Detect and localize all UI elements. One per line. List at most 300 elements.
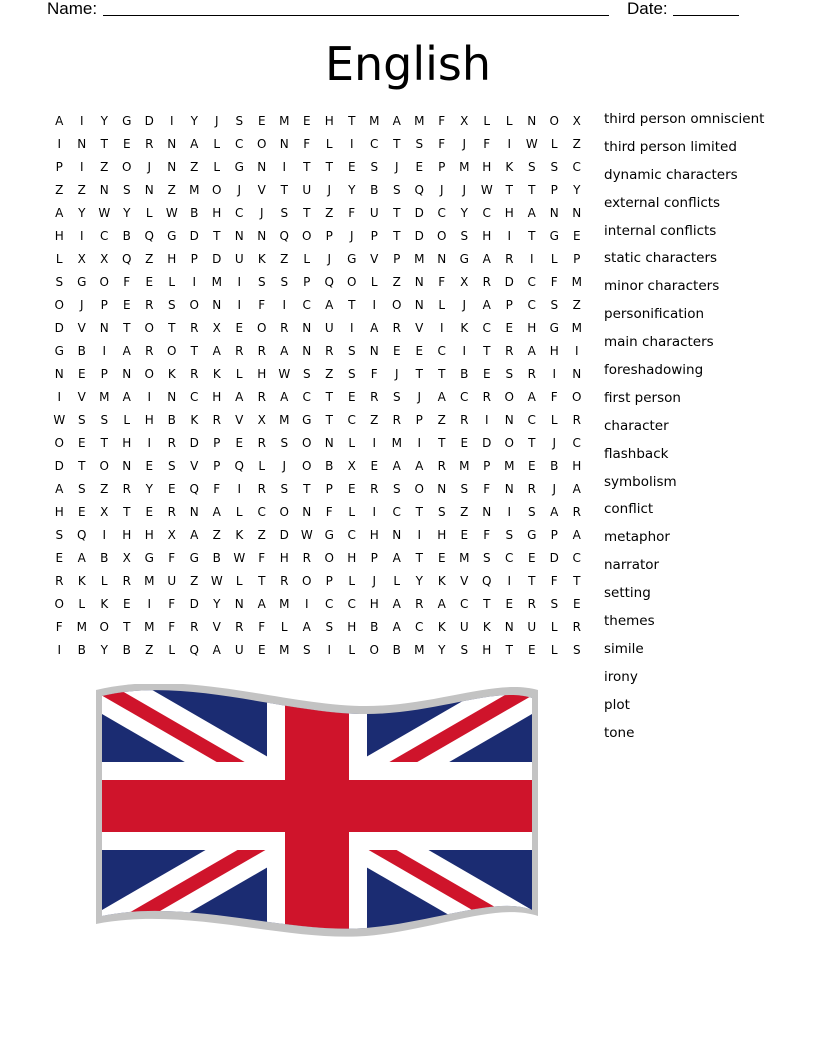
grid-letter: E	[55, 551, 64, 565]
grid-letter: M	[144, 574, 155, 588]
grid-letter: D	[189, 597, 199, 611]
word-list-item: dynamic characters	[604, 166, 738, 183]
grid-letter: C	[347, 413, 356, 427]
grid-letter: Z	[572, 298, 581, 312]
grid-letter: K	[100, 597, 109, 611]
grid-letter: I	[507, 505, 512, 519]
grid-letter: I	[192, 275, 197, 289]
grid-letter: K	[437, 574, 446, 588]
grid-letter: Z	[100, 482, 109, 496]
grid-letter: I	[507, 574, 512, 588]
grid-letter: Q	[144, 229, 154, 243]
grid-letter: G	[527, 528, 537, 542]
grid-letter: Z	[437, 413, 446, 427]
grid-letter: R	[235, 620, 244, 634]
word-list-item: character	[604, 417, 669, 434]
grid-letter: I	[304, 597, 309, 611]
grid-letter: P	[325, 229, 333, 243]
grid-letter: S	[527, 505, 536, 519]
grid-letter: J	[79, 298, 84, 312]
grid-letter: P	[505, 298, 513, 312]
grid-letter: C	[437, 344, 446, 358]
grid-letter: H	[257, 367, 267, 381]
grid-letter: S	[370, 160, 379, 174]
grid-letter: V	[415, 321, 424, 335]
grid-letter: K	[257, 252, 266, 266]
grid-letter: L	[145, 206, 153, 220]
grid-letter: L	[100, 574, 108, 588]
grid-letter: E	[505, 597, 514, 611]
grid-letter: I	[282, 298, 287, 312]
grid-row	[48, 294, 588, 317]
grid-letter: D	[414, 206, 424, 220]
grid-letter: C	[347, 597, 356, 611]
word-list-item: personification	[604, 306, 705, 323]
grid-letter: P	[370, 229, 378, 243]
grid-letter: B	[212, 551, 221, 565]
grid-letter: D	[279, 528, 289, 542]
grid-letter: B	[122, 643, 131, 657]
grid-letter: O	[392, 298, 402, 312]
grid-letter: O	[54, 597, 64, 611]
grid-letter: E	[370, 459, 379, 473]
grid-letter: M	[189, 183, 200, 197]
grid-letter: G	[144, 551, 154, 565]
grid-letter: L	[280, 620, 288, 634]
grid-letter: A	[550, 505, 559, 519]
grid-letter: O	[54, 298, 64, 312]
grid-letter: K	[482, 620, 491, 634]
grid-letter: C	[347, 528, 356, 542]
grid-letter: O	[504, 390, 514, 404]
grid-letter: N	[234, 597, 244, 611]
grid-letter: Z	[100, 160, 109, 174]
grid-letter: O	[144, 321, 154, 335]
grid-letter: O	[347, 275, 357, 289]
grid-letter: B	[167, 413, 176, 427]
grid-letter: N	[167, 137, 177, 151]
grid-letter: R	[370, 482, 379, 496]
grid-letter: S	[482, 551, 491, 565]
grid-letter: T	[393, 229, 401, 243]
grid-letter: N	[392, 528, 402, 542]
grid-letter: S	[572, 643, 581, 657]
grid-letter: F	[213, 482, 221, 496]
grid-letter: I	[574, 344, 579, 358]
grid-letter: S	[347, 344, 356, 358]
grid-letter: N	[279, 137, 289, 151]
grid-letter: A	[392, 114, 401, 128]
grid-letter: S	[392, 390, 401, 404]
grid-letter: Y	[100, 643, 108, 657]
grid-letter: O	[302, 436, 312, 450]
grid-letter: A	[77, 551, 86, 565]
grid-letter: H	[279, 551, 289, 565]
grid-letter: V	[190, 459, 199, 473]
grid-letter: N	[324, 436, 334, 450]
grid-letter: O	[324, 551, 334, 565]
grid-letter: C	[257, 505, 266, 519]
grid-letter: S	[77, 482, 86, 496]
grid-letter: H	[212, 390, 222, 404]
grid-letter: N	[437, 482, 447, 496]
grid-letter: H	[527, 321, 537, 335]
grid-letter: E	[460, 436, 469, 450]
grid-letter: D	[189, 436, 199, 450]
grid-letter: Q	[482, 574, 492, 588]
grid-letter: P	[325, 574, 333, 588]
grid-letter: V	[460, 574, 469, 588]
grid-letter: E	[527, 459, 536, 473]
grid-letter: A	[482, 252, 491, 266]
grid-letter: S	[437, 505, 446, 519]
grid-letter: V	[212, 620, 221, 634]
grid-letter: N	[189, 505, 199, 519]
grid-letter: C	[505, 551, 514, 565]
grid-letter: S	[77, 413, 86, 427]
grid-letter: A	[212, 643, 221, 657]
grid-letter: N	[549, 206, 559, 220]
grid-letter: X	[212, 321, 221, 335]
grid-letter: M	[279, 643, 290, 657]
grid-letter: R	[145, 137, 154, 151]
grid-letter: G	[347, 252, 357, 266]
grid-letter: H	[549, 344, 559, 358]
grid-letter: A	[55, 482, 64, 496]
grid-letter: P	[550, 183, 558, 197]
grid-letter: H	[482, 160, 492, 174]
grid-letter: S	[550, 597, 559, 611]
grid-letter: I	[57, 137, 62, 151]
grid-letter: F	[483, 137, 491, 151]
grid-letter: S	[235, 114, 244, 128]
grid-letter: I	[417, 528, 422, 542]
grid-letter: R	[370, 390, 379, 404]
grid-letter: C	[235, 137, 244, 151]
grid-row	[48, 432, 588, 455]
grid-letter: C	[392, 505, 401, 519]
grid-letter: J	[349, 229, 354, 243]
grid-letter: L	[213, 160, 221, 174]
grid-letter: A	[235, 390, 244, 404]
grid-letter: S	[505, 528, 514, 542]
grid-letter: C	[460, 390, 469, 404]
word-list-item: themes	[604, 613, 655, 630]
grid-letter: H	[144, 528, 154, 542]
grid-letter: Y	[190, 114, 198, 128]
grid-letter: K	[505, 160, 514, 174]
grid-letter: K	[437, 620, 446, 634]
grid-letter: T	[280, 183, 288, 197]
grid-letter: P	[415, 413, 423, 427]
grid-letter: N	[414, 298, 424, 312]
grid-letter: G	[234, 160, 244, 174]
grid-letter: W	[98, 206, 111, 220]
grid-letter: B	[460, 367, 469, 381]
grid-letter: I	[529, 252, 534, 266]
grid-letter: X	[460, 114, 469, 128]
grid-letter: N	[302, 505, 312, 519]
grid-letter: L	[213, 137, 221, 151]
grid-letter: N	[77, 137, 87, 151]
grid-letter: K	[212, 367, 221, 381]
grid-letter: R	[235, 344, 244, 358]
grid-letter: C	[325, 597, 334, 611]
word-list-item: tone	[604, 724, 635, 741]
grid-letter: E	[77, 367, 86, 381]
grid-letter: A	[415, 459, 424, 473]
grid-letter: I	[552, 367, 557, 381]
grid-letter: Z	[392, 275, 401, 289]
word-list-item: static characters	[604, 250, 718, 267]
grid-letter: C	[437, 206, 446, 220]
grid-letter: O	[302, 459, 312, 473]
grid-letter: T	[528, 574, 536, 588]
grid-letter: R	[325, 344, 334, 358]
grid-letter: T	[415, 505, 423, 519]
grid-letter: I	[372, 505, 377, 519]
grid-letter: P	[100, 298, 108, 312]
grid-letter: B	[190, 206, 199, 220]
grid-letter: I	[147, 436, 152, 450]
grid-letter: T	[505, 643, 513, 657]
grid-letter: P	[393, 252, 401, 266]
grid-letter: Y	[415, 574, 423, 588]
grid-letter: H	[347, 551, 357, 565]
grid-letter: A	[572, 482, 581, 496]
grid-letter: C	[100, 229, 109, 243]
grid-letter: E	[122, 298, 131, 312]
grid-row	[48, 386, 588, 409]
grid-letter: Z	[190, 574, 199, 588]
grid-letter: X	[77, 252, 86, 266]
grid-letter: K	[460, 321, 469, 335]
grid-letter: I	[507, 229, 512, 243]
grid-row	[48, 501, 588, 524]
grid-letter: C	[527, 298, 536, 312]
grid-letter: N	[302, 321, 312, 335]
grid-letter: N	[167, 390, 177, 404]
grid-letter: N	[504, 620, 514, 634]
grid-letter: L	[505, 114, 513, 128]
grid-letter: L	[123, 413, 131, 427]
grid-letter: N	[99, 183, 109, 197]
grid-letter: F	[258, 620, 266, 634]
grid-letter: S	[527, 160, 536, 174]
grid-letter: M	[504, 459, 515, 473]
grid-letter: C	[190, 390, 199, 404]
grid-letter: A	[190, 528, 199, 542]
grid-letter: U	[167, 574, 177, 588]
grid-letter: R	[257, 482, 266, 496]
grid-letter: C	[370, 137, 379, 151]
grid-letter: R	[392, 321, 401, 335]
grid-letter: R	[482, 275, 491, 289]
grid-letter: E	[235, 321, 244, 335]
grid-letter: F	[370, 367, 378, 381]
grid-letter: Z	[77, 183, 86, 197]
grid-letter: O	[99, 459, 109, 473]
grid-letter: N	[122, 459, 132, 473]
grid-letter: E	[235, 436, 244, 450]
grid-letter: N	[99, 321, 109, 335]
grid-letter: H	[369, 597, 379, 611]
grid-letter: G	[122, 114, 132, 128]
grid-letter: A	[527, 390, 536, 404]
grid-letter: E	[167, 482, 176, 496]
grid-letter: S	[392, 482, 401, 496]
grid-letter: N	[572, 367, 582, 381]
grid-row	[48, 110, 588, 133]
grid-letter: H	[482, 229, 492, 243]
grid-letter: S	[302, 643, 311, 657]
grid-row	[48, 409, 588, 432]
grid-letter: L	[550, 137, 558, 151]
date-blank-line	[673, 0, 739, 16]
grid-letter: X	[100, 505, 109, 519]
date-label: Date:	[627, 0, 668, 18]
grid-letter: T	[258, 574, 266, 588]
grid-letter: D	[504, 275, 514, 289]
grid-letter: S	[122, 183, 131, 197]
grid-letter: C	[415, 620, 424, 634]
grid-letter: N	[302, 344, 312, 358]
grid-letter: B	[100, 551, 109, 565]
grid-letter: T	[123, 620, 131, 634]
word-list-item: conflict	[604, 501, 654, 518]
grid-letter: K	[167, 367, 176, 381]
grid-letter: R	[145, 298, 154, 312]
grid-letter: N	[144, 183, 154, 197]
grid-letter: H	[167, 252, 177, 266]
grid-letter: Q	[122, 252, 132, 266]
grid-letter: F	[438, 275, 446, 289]
grid-row	[48, 593, 588, 616]
grid-letter: N	[437, 252, 447, 266]
grid-letter: S	[550, 160, 559, 174]
grid-letter: U	[324, 321, 334, 335]
grid-letter: R	[527, 597, 536, 611]
grid-letter: A	[55, 206, 64, 220]
grid-letter: R	[167, 505, 176, 519]
grid-letter: E	[122, 137, 131, 151]
grid-letter: O	[144, 367, 154, 381]
name-label: Name:	[47, 0, 98, 18]
grid-row	[48, 179, 588, 202]
grid-letter: H	[369, 528, 379, 542]
grid-letter: I	[147, 390, 152, 404]
grid-letter: E	[145, 505, 154, 519]
grid-letter: D	[54, 321, 64, 335]
word-list-item: minor characters	[604, 278, 720, 295]
grid-letter: X	[572, 114, 581, 128]
grid-letter: T	[483, 597, 491, 611]
name-blank-line	[103, 0, 609, 16]
grid-letter: I	[57, 643, 62, 657]
grid-letter: S	[100, 413, 109, 427]
grid-letter: P	[55, 160, 63, 174]
grid-letter: S	[280, 436, 289, 450]
grid-letter: E	[257, 643, 266, 657]
grid-letter: P	[213, 459, 221, 473]
grid-letter: R	[212, 413, 221, 427]
grid-letter: F	[348, 206, 356, 220]
grid-letter: R	[145, 344, 154, 358]
grid-letter: M	[279, 114, 290, 128]
grid-letter: H	[122, 436, 132, 450]
grid-letter: V	[370, 252, 379, 266]
grid-letter: R	[122, 482, 131, 496]
grid-letter: G	[167, 229, 177, 243]
grid-letter: O	[437, 229, 447, 243]
grid-letter: Y	[348, 183, 356, 197]
grid-letter: T	[438, 367, 446, 381]
grid-letter: S	[460, 229, 469, 243]
grid-letter: L	[348, 574, 356, 588]
grid-letter: S	[302, 367, 311, 381]
grid-letter: L	[393, 574, 401, 588]
grid-letter: O	[257, 137, 267, 151]
grid-letter: M	[459, 551, 470, 565]
grid-letter: O	[414, 482, 424, 496]
grid-letter: I	[147, 597, 152, 611]
grid-letter: Y	[438, 643, 446, 657]
grid-letter: S	[347, 367, 356, 381]
grid-letter: M	[459, 459, 470, 473]
grid-letter: M	[414, 252, 425, 266]
grid-letter: T	[325, 160, 333, 174]
grid-letter: T	[100, 137, 108, 151]
grid-letter: N	[234, 229, 244, 243]
grid-letter: L	[348, 643, 356, 657]
grid-letter: T	[505, 183, 513, 197]
grid-letter: O	[99, 275, 109, 289]
grid-letter: D	[482, 436, 492, 450]
grid-letter: T	[483, 344, 491, 358]
grid-letter: L	[235, 574, 243, 588]
grid-letter: T	[415, 551, 423, 565]
grid-letter: T	[348, 298, 356, 312]
grid-letter: H	[572, 459, 582, 473]
grid-letter: N	[257, 160, 267, 174]
grid-letter: P	[213, 436, 221, 450]
grid-letter: C	[527, 275, 536, 289]
grid-letter: J	[394, 367, 399, 381]
grid-letter: I	[462, 344, 467, 358]
grid-letter: Q	[324, 275, 334, 289]
grid-letter: N	[167, 160, 177, 174]
grid-letter: G	[459, 252, 469, 266]
grid-letter: R	[190, 367, 199, 381]
grid-letter: J	[462, 298, 467, 312]
grid-letter: R	[572, 413, 581, 427]
grid-letter: H	[54, 505, 64, 519]
grid-letter: T	[325, 390, 333, 404]
grid-letter: P	[483, 459, 491, 473]
word-list-item: main characters	[604, 334, 714, 351]
grid-letter: D	[54, 459, 64, 473]
grid-letter: I	[57, 390, 62, 404]
grid-letter: J	[439, 183, 444, 197]
grid-letter: G	[302, 413, 312, 427]
grid-letter: I	[507, 137, 512, 151]
grid-letter: F	[550, 275, 558, 289]
grid-letter: F	[123, 275, 131, 289]
grid-letter: S	[460, 643, 469, 657]
grid-row	[48, 271, 588, 294]
grid-row	[48, 133, 588, 156]
grid-letter: P	[100, 367, 108, 381]
